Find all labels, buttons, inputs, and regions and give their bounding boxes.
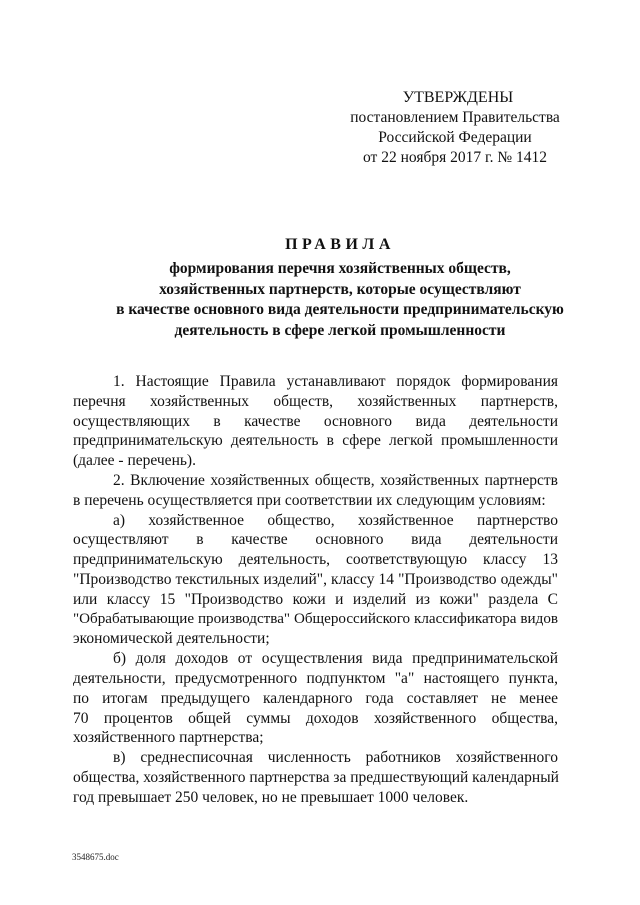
text-line: хозяйственного партнерства; <box>73 729 264 747</box>
text-line: б) доля доходов от осуществления вида предпринимательской <box>113 650 558 668</box>
text-line: 70 процентов общей суммы доходов хозяйственного общества, <box>73 709 558 727</box>
text-line: 2. Включение хозяйственных обществ, хозяйственных партнерств <box>113 471 558 489</box>
text-line: общества, хозяйственного партнерства за предшествующий календарный <box>73 768 559 786</box>
paragraph-item-a <box>73 511 558 650</box>
text-line: год превышает 250 человек, но не превышает 1000 человек. <box>73 788 469 806</box>
text-line: предпринимательскую деятельность в сфере легкой промышленности <box>73 432 558 450</box>
approval-heading: УТВЕРЖДЕНЫ <box>402 89 514 106</box>
text-line: по итогам предыдущего календарного года составляет не менее <box>73 689 558 707</box>
approval-line-1: постановлением Правительства <box>350 109 560 126</box>
subtitle-line: деятельность в сфере легкой промышленности <box>174 321 506 339</box>
text-line: в перечень осуществляется при соответствии их следующим условиям: <box>73 491 546 509</box>
text-line: перечня хозяйственных обществ, хозяйственных партнерств, <box>73 392 558 410</box>
approval-line-2: Российской Федерации <box>378 129 532 146</box>
text-line: предпринимательскую деятельность, соответствующую классу 13 <box>73 551 558 569</box>
paragraph-1 <box>73 372 558 471</box>
approval-block <box>330 88 580 168</box>
document-subtitle <box>60 259 620 341</box>
text-line: 1. Настоящие Правила устанавливают порядок формирования <box>113 373 558 390</box>
file-name-footer: 3548675.doc <box>72 852 119 862</box>
approval-line-3: от 22 ноября 2017 г. № 1412 <box>363 149 547 166</box>
text-line: осуществляющих в качестве основного вида деятельности <box>73 412 558 430</box>
subtitle-line: в качестве основного вида деятельности предпринимательскую <box>116 301 564 318</box>
text-line: осуществляют в качестве основного вида деятельности <box>73 531 558 549</box>
text-line: а) хозяйственное общество, хозяйственное партнерство <box>113 511 558 529</box>
subtitle-line: хозяйственных партнерств, которые осуществляют <box>159 280 521 298</box>
subtitle-line: формирования перечня хозяйственных обществ, <box>169 260 511 277</box>
text-line: деятельности, предусмотренного подпунктом "а" настоящего пункта, <box>73 669 558 687</box>
text-line: в) среднесписочная численность работников хозяйственного <box>113 749 558 767</box>
text-line: "Обрабатывающие производства" Общероссийского классификатора видов <box>73 610 558 627</box>
text-line: или классу 15 "Производство кожи и изделий из кожи" раздела С <box>73 590 558 608</box>
paragraph-2 <box>73 471 558 511</box>
text-line: экономической деятельности; <box>73 630 270 648</box>
text-line: (далее - перечень). <box>73 452 196 470</box>
document-body <box>73 372 558 808</box>
paragraph-item-b <box>73 649 558 748</box>
text-line: "Производство текстильных изделий", классу 14 "Производство одежды" <box>73 570 558 588</box>
paragraph-item-c <box>73 748 558 807</box>
document-title: ПРАВИЛА <box>285 236 395 253</box>
